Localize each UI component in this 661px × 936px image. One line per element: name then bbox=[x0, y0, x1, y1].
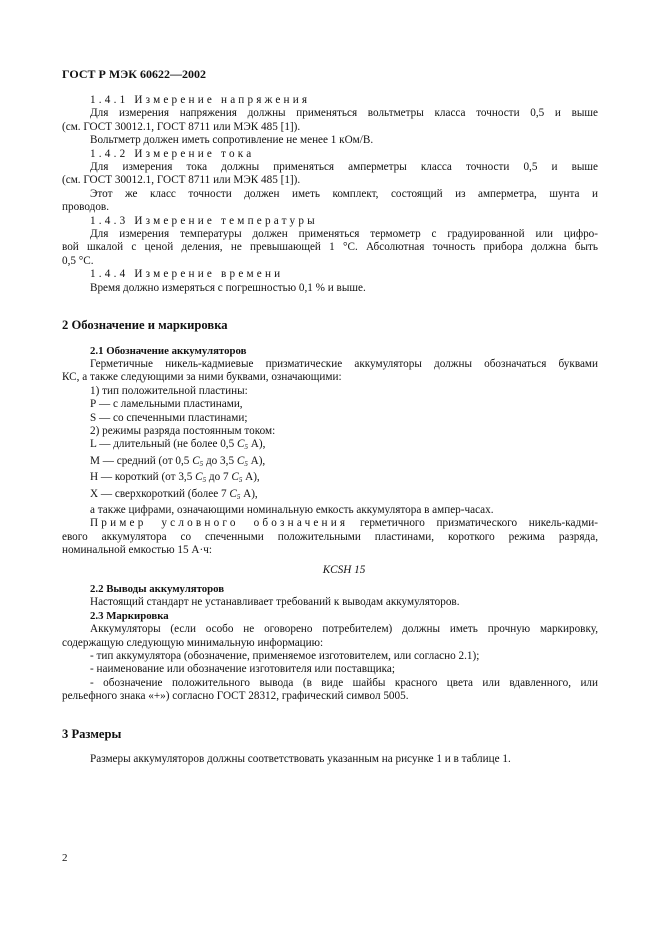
section-2-1-p1: Герметичные никель-кадмиевые призматические аккумуляторы должны обозначаться буквами bbox=[90, 357, 598, 370]
section-1-4-1-p1b: (см. ГОСТ 30012.1, ГОСТ 8711 или МЭК 485 [1]). bbox=[62, 120, 301, 133]
section-1-4-2-p2: Этот же класс точности должен иметь комплект, состоящий из амперметра, шунта и bbox=[90, 187, 598, 200]
section-1-4-3-p1: Для измерения температуры должен применяться термометр с градуированной или цифро- bbox=[90, 228, 598, 241]
section-1-4-1-p1: Для измерения напряжения должны применяться вольтметры класса точности 0,5 и выше bbox=[90, 107, 598, 120]
document-body bbox=[62, 94, 598, 766]
list-item-1b: S — со спеченными пластинами; bbox=[90, 411, 248, 424]
section-1-4-4-p1: Время должно измеряться с погрешностью 0,1 % и выше. bbox=[90, 281, 366, 294]
section-1-4-2-p2b: проводов. bbox=[62, 201, 110, 214]
document-header: ГОСТ Р МЭК 60622—2002 bbox=[62, 67, 206, 81]
page-number: 2 bbox=[62, 852, 68, 864]
designation-formula: KCSH 15 bbox=[322, 563, 366, 576]
marking-item-1: - тип аккумулятора (обозначение, применяемое изготовителем, или согласно 2.1); bbox=[90, 650, 480, 663]
section-2-3-p1b: содержащую следующую минимальную информацию: bbox=[62, 636, 324, 649]
section-1-4-3-p1b: вой шкалой с ценой деления, не превышающей 1 °С. Абсолютная точность прибора должна быть bbox=[62, 241, 598, 254]
section-3-p1: Размеры аккумуляторов должны соответствовать указанным на рисунке 1 и в таблице 1. bbox=[90, 753, 511, 766]
section-1-4-3-p1c: 0,5 °С. bbox=[62, 254, 94, 267]
section-2-title: 2 Обозначение и маркировка bbox=[62, 318, 228, 333]
list-item-2a: L — длительный (не более 0,5 $C_5$ А), bbox=[90, 438, 266, 452]
marking-item-3b: рельефного знака «+») согласно ГОСТ 28312, графический символ 5005. bbox=[62, 690, 409, 703]
section-2-2-title: 2.2 Выводы аккумуляторов bbox=[90, 583, 225, 595]
section-3-title: 3 Размеры bbox=[62, 726, 122, 741]
list-item-1: 1) тип положительной пластины: bbox=[90, 384, 248, 397]
section-1-4-2-p1: Для измерения тока должны применяться амперметры класса точности 0,5 и выше bbox=[90, 161, 598, 174]
example-line-3: номинальной емкостью 15 А·ч: bbox=[62, 544, 212, 557]
section-1-4-1-p2: Вольтметр должен иметь сопротивление не менее 1 кОм/В. bbox=[90, 134, 374, 147]
marking-item-2: - наименование или обозначение изготовителя или поставщика; bbox=[90, 663, 395, 676]
example-line-1: Пример условного обозначения герметичного призматического никель-кадми- bbox=[90, 517, 598, 530]
marking-item-3: - обозначение положительного вывода (в виде шайбы красного цвета или вдавленного, или bbox=[90, 676, 598, 689]
list-item-2c: H — короткий (от 3,5 $C_5$ до 7 $C_5$ А), bbox=[90, 471, 260, 485]
section-1-4-4-title: 1.4.4 Измерение времени bbox=[90, 268, 284, 281]
example-label: Пример условного обозначения bbox=[90, 517, 349, 530]
section-1-4-2-title: 1.4.2 Измерение тока bbox=[90, 147, 255, 160]
list-item-2d: X — сверхкороткий (более 7 $C_5$ А), bbox=[90, 487, 258, 501]
section-1-4-2-p1b: (см. ГОСТ 30012.1, ГОСТ 8711 или МЭК 485 [1]). bbox=[62, 174, 301, 187]
section-1-4-3-title: 1.4.3 Измерение температуры bbox=[90, 214, 318, 227]
section-2-3-title: 2.3 Маркировка bbox=[90, 609, 169, 622]
section-2-1-p1b: КС, а также следующими за ними буквами, означающими: bbox=[62, 371, 342, 384]
list-item-3: а также цифрами, означающими номинальную емкость аккумулятора в ампер-часах. bbox=[90, 503, 494, 516]
section-1-4-1-title: 1.4.1 Измерение напряжения bbox=[90, 94, 311, 106]
list-item-2b: M — средний (от 0,5 $C_5$ до 3,5 $C_5$ А), bbox=[90, 454, 266, 468]
example-line-2: евого аккумулятора со спеченными положительными пластинами, короткого режима разряда, bbox=[62, 530, 598, 543]
section-2-1-title: 2.1 Обозначение аккумуляторов bbox=[90, 344, 247, 357]
list-item-2: 2) режимы разряда постоянным током: bbox=[90, 424, 276, 437]
section-2-3-p1: Аккумуляторы (если особо не оговорено потребителем) должны иметь прочную маркировку, bbox=[90, 623, 598, 636]
section-2-2-p1: Настоящий стандарт не устанавливает требований к выводам аккумуляторов. bbox=[90, 596, 460, 609]
list-item-1a: Р — с ламельными пластинами, bbox=[90, 398, 243, 411]
